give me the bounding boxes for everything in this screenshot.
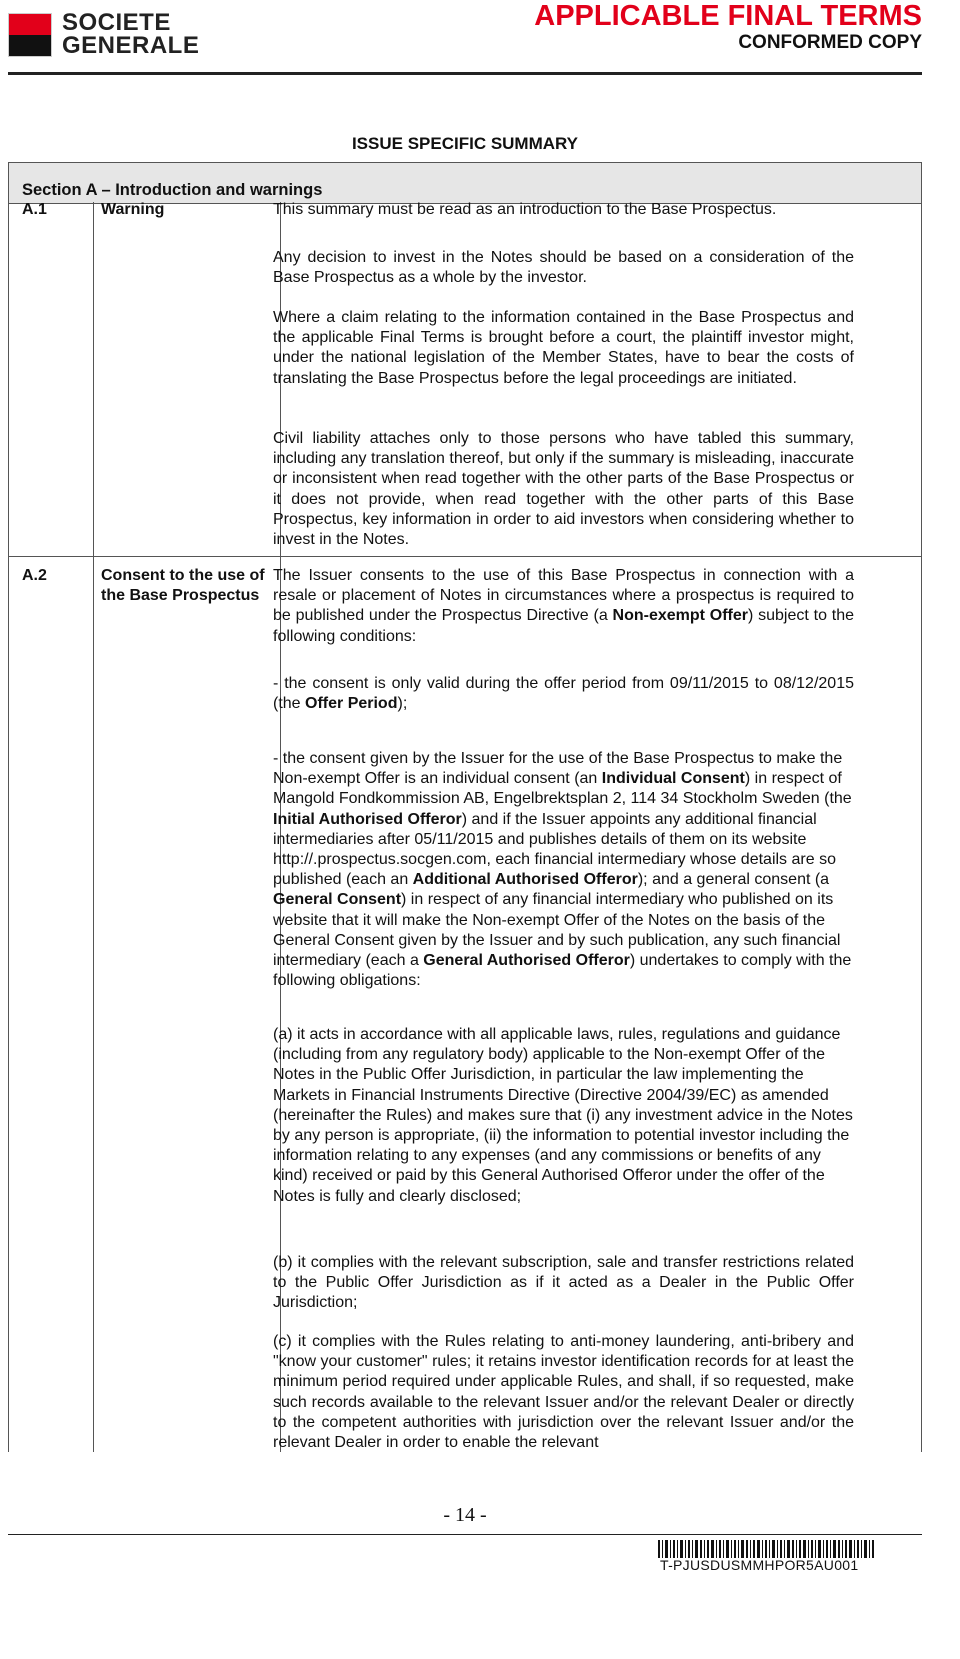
consent-paragraph-1: The Issuer consents to the use of this Base Prospectus in connection with a resale or placement of Notes in circumstances where a prospectus is required to be published under the Prospectus Directive (a Non-exempt Offer) subject to the following conditions: (273, 567, 855, 645)
barcode-text: T-PJUSDUSMMHPOR5AU001 (660, 1557, 859, 1573)
consent-paragraph-6: (c) it complies with the Rules relating to anti-money laundering, anti-bribery and "know your customer" rules; it retains investor identification records for at least the minimum period required under applicable Rules, and shall, if so requested, make such records available to the relevant Issuer and/or the relevant Dealer or directly to the competent authorities with jurisdiction over the relevant Issuer and/or the relevant Dealer in order to enable the relevant (273, 1333, 854, 1452)
row-divider (8, 556, 922, 557)
section-heading-text: Section A – Introduction and warnings (22, 181, 323, 199)
logo-mark-icon (8, 13, 52, 57)
row-code-a1: A.1 (22, 201, 47, 218)
consent-paragraph-3: - the consent given by the Issuer for the use of the Base Prospectus to make the Non-exempt Offer is an individual consent (an Individual Consent) in respect of Mangold Fondkommission AB, Engelbrektsplan 2, 114 34 Stockholm Sweden (the Initial Authorised Offeror) and if the Issuer appoints any additional financial intermediaries after 05/11/2015 and publishes details of them on its website http://.prospectus.socgen.com, each financial intermediary whose details are so published (each an Additional Authorised Offeror); and a general consent (a General Consent) in respect of any financial intermediary who published on its website that it will make the Non-exempt Offer of the Notes on the basis of the General Consent given by the Issuer and by such publication, any such financial intermediary (each a General Authorised Offeror) undertakes to comply with the following obligations: (273, 750, 852, 990)
warning-paragraph-3: Where a claim relating to the information contained in the Base Prospectus and the applicable Final Terms is brought before a court, the plaintiff investor might, under the national legislation of the Member States, have to bear the costs of translating the Base Prospectus before the legal proceedings are initiated. (273, 309, 854, 387)
brand-line-1: SOCIETE (62, 9, 171, 36)
table-left-border (8, 202, 9, 1452)
warning-paragraph-2: Any decision to invest in the Notes should be based on a consideration of the Base Prospectus as a whole by the investor. (273, 249, 854, 287)
warning-paragraph-4: Civil liability attaches only to those persons who have tabled this summary, including any translation thereof, but only if the summary is misleading, inaccurate or inconsistent when read together with the other parts of the Base Prospectus or it does not provide, when read together with the other parts of this Base Prospectus, key information in order to aid investors when considering whether to invest in the Notes. (273, 430, 854, 549)
document-subtitle: CONFORMED COPY (738, 32, 922, 53)
section-heading (8, 162, 922, 204)
row-label-warning: Warning (101, 201, 165, 218)
footer-divider (8, 1534, 922, 1535)
consent-paragraph-4: (a) it acts in accordance with all applicable laws, rules, regulations and guidance (including from any regulatory body) applicable to the Non-exempt Offer of the Notes in the Public Offer Jurisdiction, in particular the law implementing the Markets in Financial Instruments Directive (Directive 2004/39/EC) as amended (hereinafter the Rules) and makes sure that (i) any investment advice in the Notes by any person is appropriate, (ii) the information to potential investor including the information relating to any expenses (and any commissions or benefits of any kind) received or paid by this General Authorised Offeror under the offer of the Notes is fully and clearly disclosed; (273, 1026, 853, 1205)
row-code-a2: A.2 (22, 567, 47, 584)
summary-title: ISSUE SPECIFIC SUMMARY (351, 134, 579, 153)
table-right-border (921, 202, 922, 1452)
consent-paragraph-5: (b) it complies with the relevant subscription, sale and transfer restrictions related to the Public Offer Jurisdiction as if it acted as a Dealer in the Public Offer Jurisdiction; (273, 1254, 854, 1312)
societe-generale-logo (8, 9, 233, 61)
consent-paragraph-2: - the consent is only valid during the offer period from 09/11/2015 to 08/12/2015 (the Offer Period); (273, 675, 854, 713)
row-label-consent: Consent to the use of the Base Prospectus (101, 567, 265, 605)
page-number: - 14 - (443, 1504, 487, 1526)
logo-wordmark (62, 11, 199, 57)
document-title: APPLICABLE FINAL TERMS (534, 0, 922, 32)
header-divider (8, 72, 922, 75)
brand-line-2: GENERALE (62, 32, 200, 59)
table-col-divider-1 (93, 202, 94, 1452)
warning-paragraph-1: This summary must be read as an introduction to the Base Prospectus. (273, 201, 777, 218)
barcode-icon (658, 1540, 876, 1558)
